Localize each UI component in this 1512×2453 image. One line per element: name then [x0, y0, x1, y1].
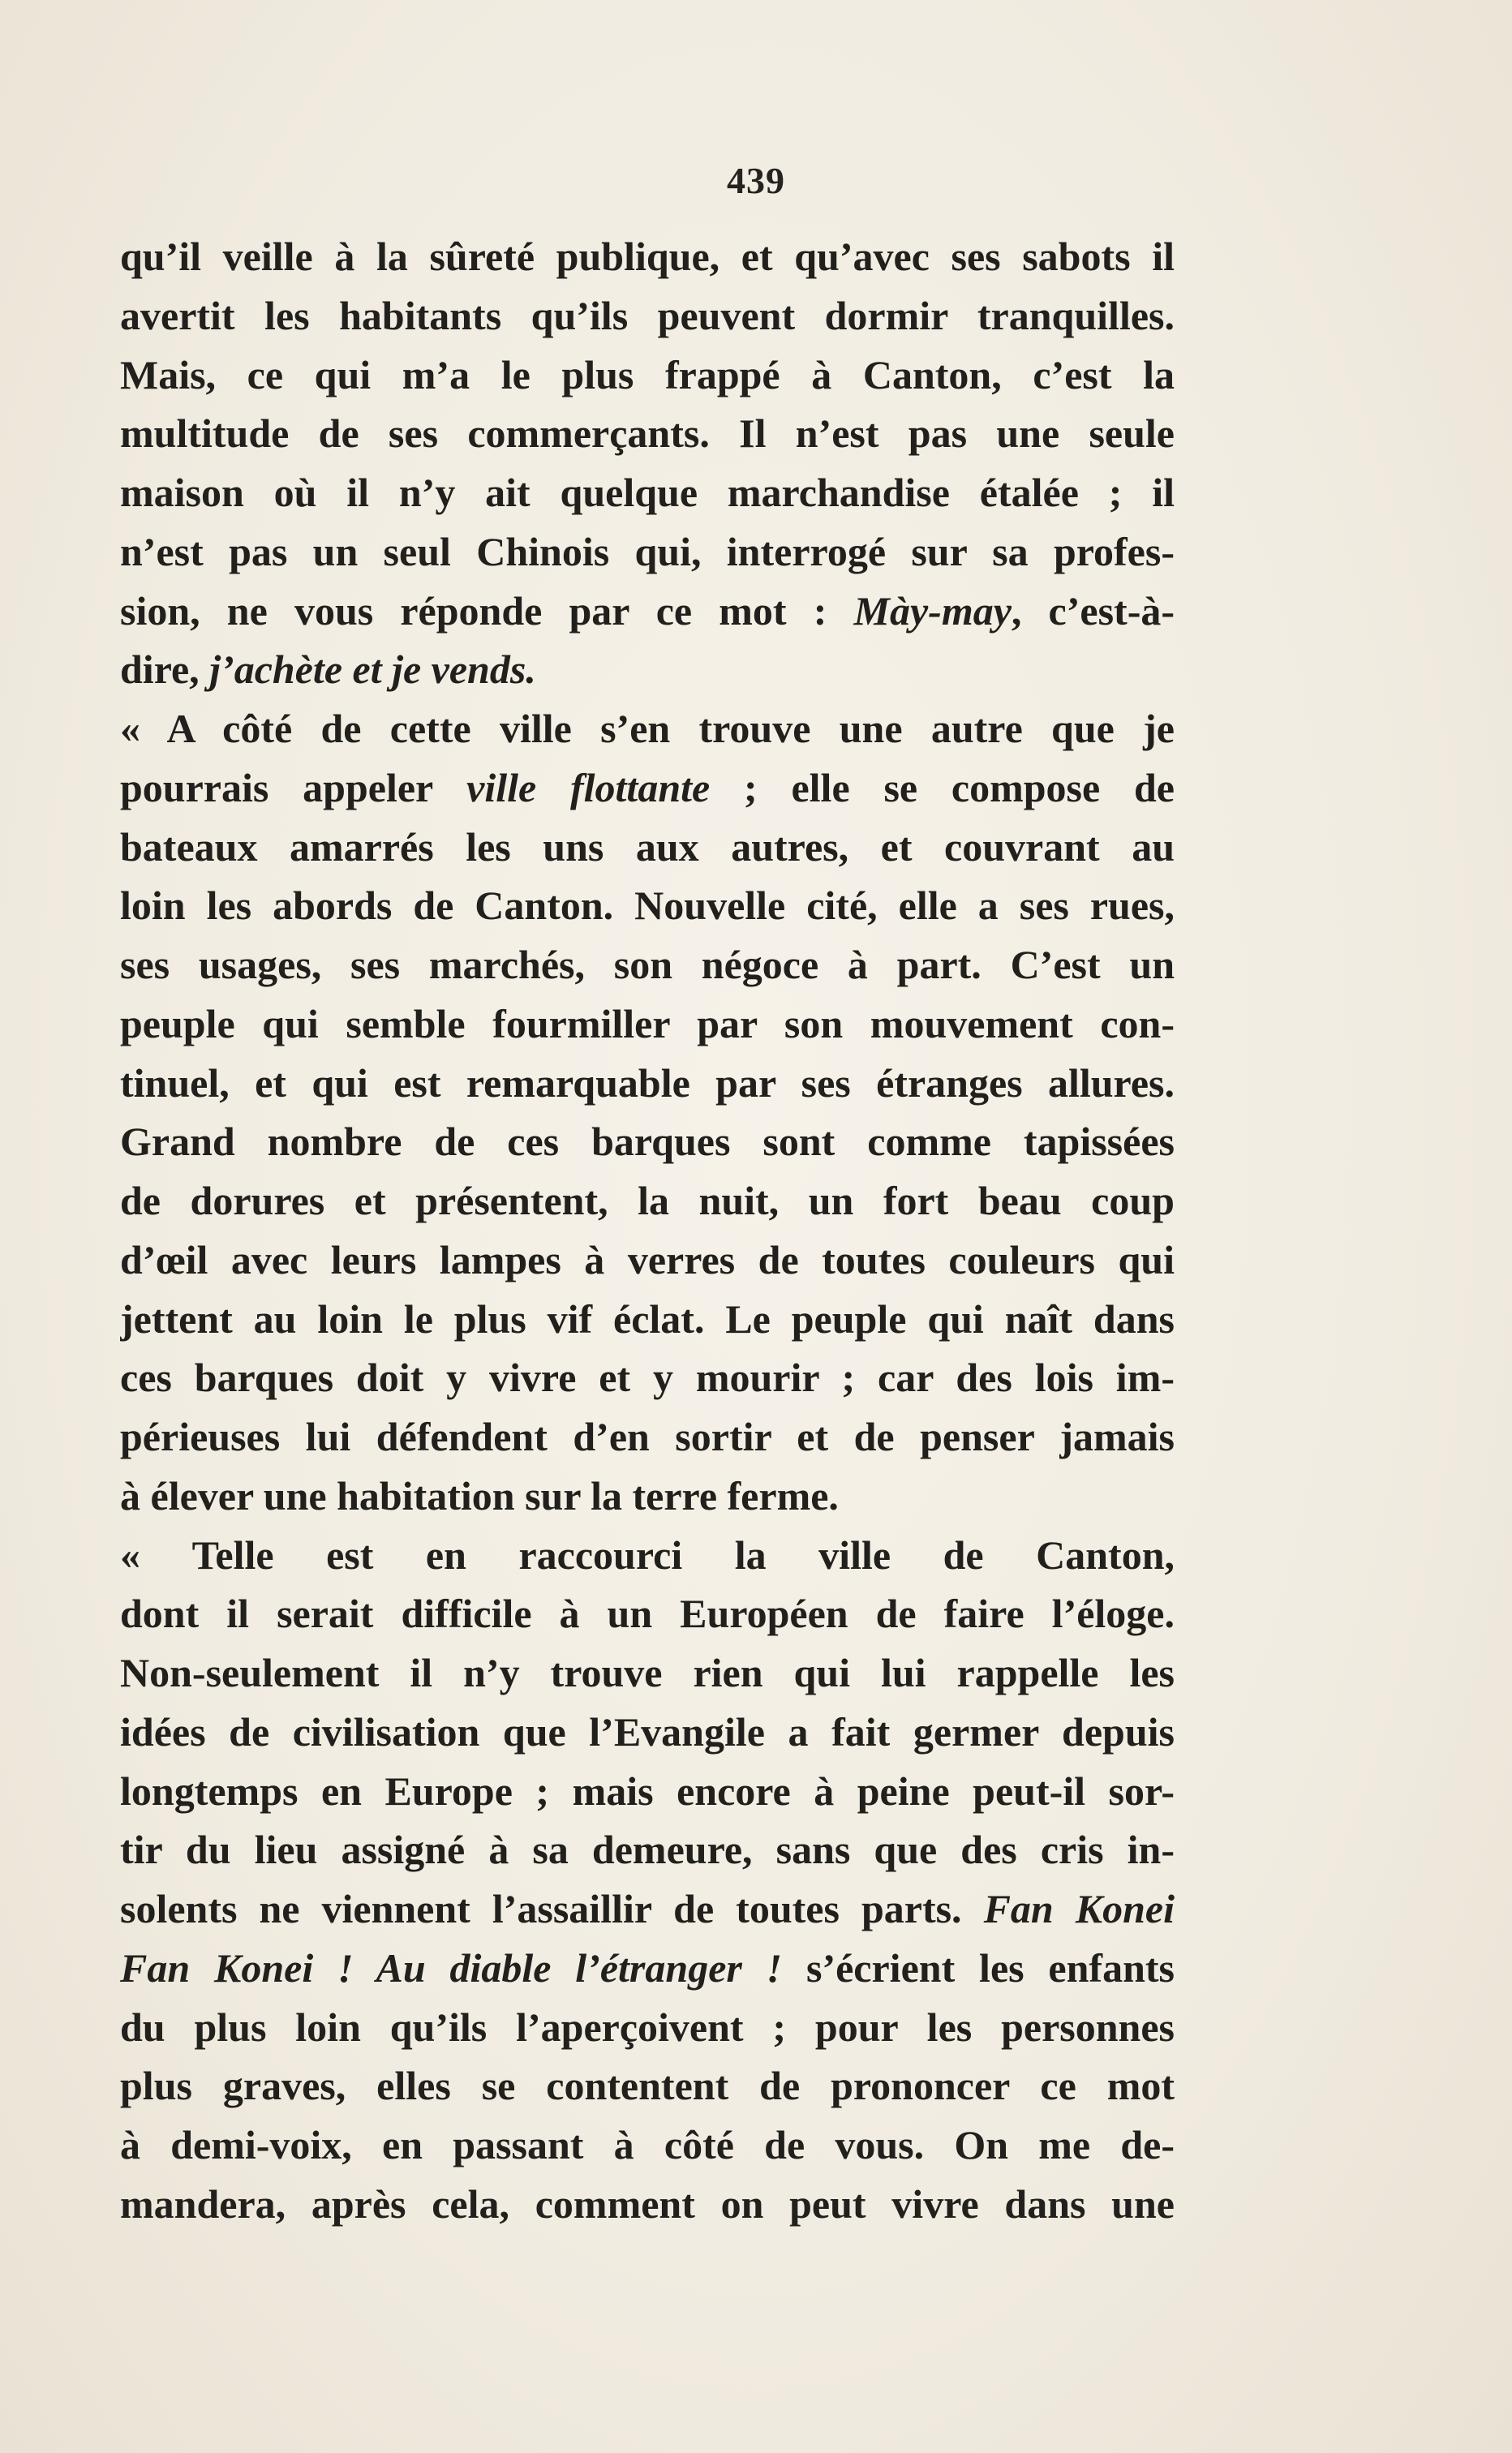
text-segment: Non-seulement il n’y trouve rien qui lui rappelle les: [120, 1650, 1175, 1695]
text-segment: à demi-voix, en passant à côté de vous. On me de-: [120, 2122, 1175, 2167]
text-segment: d’œil avec leurs lampes à verres de toutes couleurs qui: [120, 1236, 1175, 1282]
text-segment: ; elle se compose de: [710, 764, 1175, 810]
text-line: [120, 1467, 1175, 1526]
text-segment: du plus loin qu’ils l’aperçoivent ; pour les personnes: [120, 2004, 1175, 2050]
text-line: [120, 1407, 1175, 1467]
text-segment: avertit les habitants qu’ils peuvent dormir tranquilles.: [120, 292, 1175, 338]
text-line: [120, 404, 1175, 463]
italic-segment: ville flottante: [466, 764, 711, 810]
text-segment: bateaux amarrés les uns aux autres, et couvrant au: [120, 823, 1175, 870]
text-line: [120, 1762, 1175, 1821]
text-segment: Mais, ce qui m’a le plus frappé à Canton, c’est la: [120, 351, 1175, 397]
text-segment: dire,: [120, 647, 210, 693]
text-line: [120, 463, 1175, 522]
text-segment: sion, ne vous réponde par ce mot :: [120, 587, 854, 634]
text-segment: loin les abords de Canton. Nouvelle cité, elle a ses rues,: [120, 883, 1175, 929]
text-segment: Grand nombre de ces barques sont comme tapissées: [120, 1119, 1175, 1165]
text-segment: s’écrient les enfants: [782, 1944, 1175, 1991]
text-line: [120, 1584, 1175, 1643]
text-segment: idées de civilisation que l’Evangile a fait germer depuis: [120, 1708, 1175, 1755]
text-segment: plus graves, elles se contentent de prononcer ce mot: [120, 2063, 1175, 2109]
text-segment: « A côté de cette ville s’en trouve une autre que je: [120, 706, 1175, 751]
text-line: [120, 876, 1175, 935]
text-segment: ses usages, ses marchés, son négoce à part. C’est un: [120, 942, 1175, 987]
text-line: [120, 995, 1175, 1054]
text-segment: dont il serait difficile à un Européen de faire l’éloge.: [120, 1591, 1175, 1637]
text-segment: solents ne viennent l’assaillir de toutes parts.: [120, 1886, 984, 1931]
text-line: [120, 1171, 1175, 1231]
text-line: [120, 758, 1175, 818]
text-line: [120, 1526, 1175, 1585]
text-segment: peuple qui semble fourmiller par son mouvement con-: [120, 1000, 1175, 1046]
text-segment: jettent au loin le plus vif éclat. Le peuple qui naît dans: [120, 1295, 1175, 1342]
text-line: [120, 2056, 1175, 2116]
text-segment: à élever une habitation sur la terre ferme.: [120, 1472, 839, 1519]
text-line: [120, 935, 1175, 995]
text-line: [120, 1112, 1175, 1171]
text-segment: n’est pas un seul Chinois qui, interrogé sur sa profes-: [120, 528, 1175, 574]
text-line: [120, 582, 1175, 641]
text-line: [120, 522, 1175, 582]
text-line: [120, 2116, 1175, 2175]
text-line: [120, 227, 1175, 286]
italic-segment: Mày-may: [853, 587, 1012, 634]
text-line: [120, 1820, 1175, 1879]
text-line: [120, 1643, 1175, 1703]
italic-segment: Fan Konei: [983, 1886, 1175, 1931]
text-line: [120, 640, 1175, 699]
text-line: [120, 346, 1175, 405]
text-segment: de dorures et présentent, la nuit, un fort beau coup: [120, 1178, 1175, 1223]
text-segment: périeuses lui défendent d’en sortir et de penser jamais: [120, 1414, 1175, 1459]
text-line: [120, 699, 1175, 758]
italic-segment: Fan Konei ! Au diable l’étranger !: [120, 1944, 783, 1991]
text-segment: , c’est-à-: [1011, 587, 1175, 634]
text-line: [120, 286, 1175, 346]
text-segment: tinuel, et qui est remarquable par ses étranges allures.: [120, 1059, 1175, 1106]
text-segment: « Telle est en raccourci la ville de Canton,: [120, 1532, 1175, 1578]
text-segment: qu’il veille à la sûreté publique, et qu’avec ses sabots il: [120, 234, 1175, 279]
text-line: [120, 2175, 1175, 2234]
text-segment: ces barques doit y vivre et y mourir ; car des lois im-: [120, 1355, 1175, 1401]
text-segment: mandera, après cela, comment on peut vivre dans une: [120, 2180, 1175, 2227]
page-number: 439: [727, 160, 785, 201]
text-line: [120, 1231, 1175, 1290]
text-segment: tir du lieu assigné à sa demeure, sans que des cris in-: [120, 1827, 1175, 1873]
italic-segment: j’achète et je vends.: [209, 647, 536, 693]
text-line: [120, 818, 1175, 877]
text-segment: pourrais appeler: [120, 764, 467, 810]
text-line: [120, 1879, 1175, 1939]
text-line: [120, 1939, 1175, 1998]
text-line: [120, 1290, 1175, 1349]
text-line: [120, 1998, 1175, 2057]
text-line: [120, 1703, 1175, 1762]
text-line: [120, 1348, 1175, 1407]
text-line: [120, 1054, 1175, 1113]
body-text: [120, 227, 1175, 2234]
text-segment: maison où il n’y ait quelque marchandise étalée ; il: [120, 470, 1175, 515]
text-segment: multitude de ses commerçants. Il n’est pas une seule: [120, 410, 1175, 457]
text-segment: longtemps en Europe ; mais encore à peine peut-il sor-: [120, 1768, 1175, 1814]
